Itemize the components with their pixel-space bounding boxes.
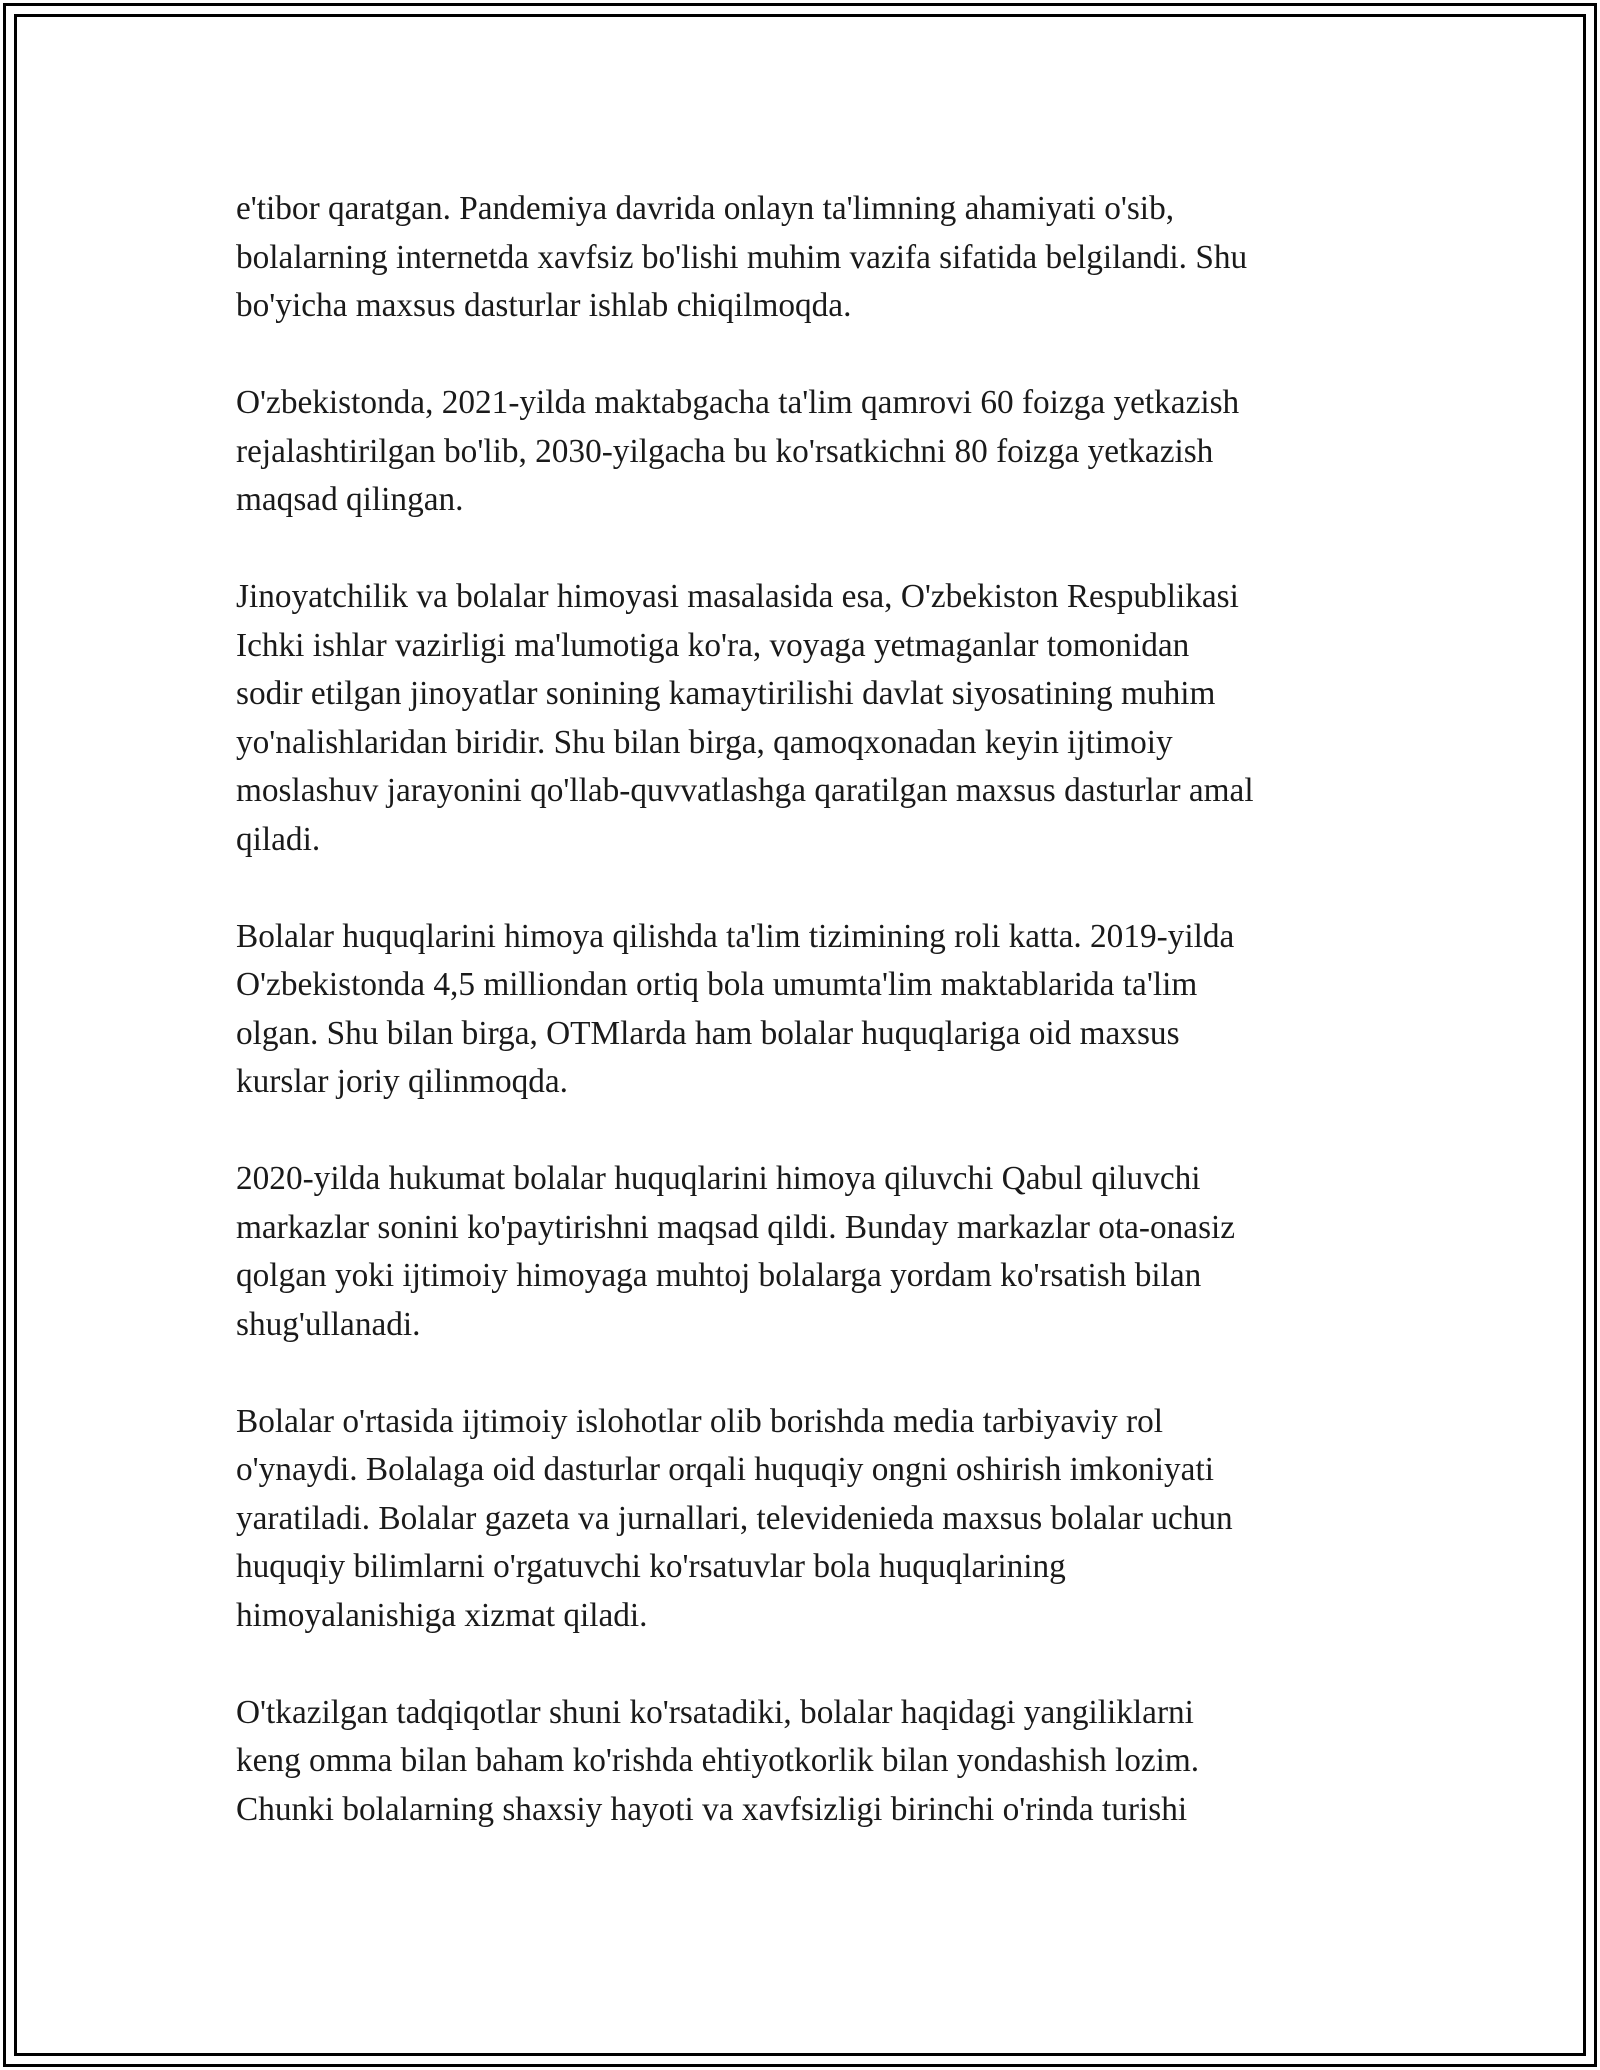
document-body: [236, 185, 1366, 1834]
paragraph-7: O'tkazilgan tadqiqotlar shuni ko'rsatadiki, bolalar haqidagi yangiliklarni keng omma bilan baham ko'rishda ehtiyotkorlik bilan yondashish lozim. Chunki bolalarning shaxsiy hayoti va xavfsizligi birinchi o'rinda turishi: [236, 1693, 1200, 1828]
paragraph-5: 2020-yilda hukumat bolalar huquqlarini himoya qiluvchi Qabul qiluvchi markazlar sonini ko'paytirishni maqsad qildi. Bunday markazlar ota-onasiz qolgan yoki ijtimoiy himoyaga muhtoj bolalarga yordam ko'rsatish bilan shug'ullanadi.: [236, 1160, 1236, 1343]
paragraph-4: Bolalar huquqlarini himoya qilishda ta'lim tizimining roli katta. 2019-yilda O'zbekistonda 4,5 milliondan ortiq bola umumta'lim maktablarida ta'lim olgan. Shu bilan birga, OTMlarda ham bolalar huquqlariga oid maxsus kurslar joriy qilinmoqda.: [236, 917, 1235, 1100]
paragraph-3: Jinoyatchilik va bolalar himoyasi masalasida esa, O'zbekiston Respublikasi Ichki ishlar vazirligi ma'lumotiga ko'ra, voyaga yetmaganlar tomonidan sodir etilgan jinoyatlar sonining kamaytirilishi davlat siyosatining muhim yo'nalishlaridan biridir. Shu bilan birga, qamoqxonadan keyin ijtimoiy moslashuv jarayonini qo'llab-quvvatlashga qaratilgan maxsus dasturlar amal qiladi.: [236, 578, 1254, 858]
paragraph-1: e'tibor qaratgan. Pandemiya davrida onlayn ta'limning ahamiyati o'sib, bolalarning internetda xavfsiz bo'lishi muhim vazifa sifatida belgilandi. Shu bo'yicha maxsus dasturlar ishlab chiqilmoqda.: [236, 190, 1248, 324]
paragraph-2: O'zbekistonda, 2021-yilda maktabgacha ta'lim qamrovi 60 foizga yetkazish rejalashtirilgan bo'lib, 2030-yilgacha bu ko'rsatkichni 80 foizga yetkazish maqsad qilingan.: [236, 384, 1240, 518]
paragraph-6: Bolalar o'rtasida ijtimoiy islohotlar olib borishda media tarbiyaviy rol o'ynaydi. Bolalaga oid dasturlar orqali huquqiy ongni oshirish imkoniyati yaratiladi. Bolalar gazeta va jurnallari, televidenieda maxsus bolalar uchun huquqiy bilimlarni o'rgatuvchi ko'rsatuvlar bola huquqlarining himoyalanishiga xizmat qiladi.: [236, 1402, 1233, 1634]
